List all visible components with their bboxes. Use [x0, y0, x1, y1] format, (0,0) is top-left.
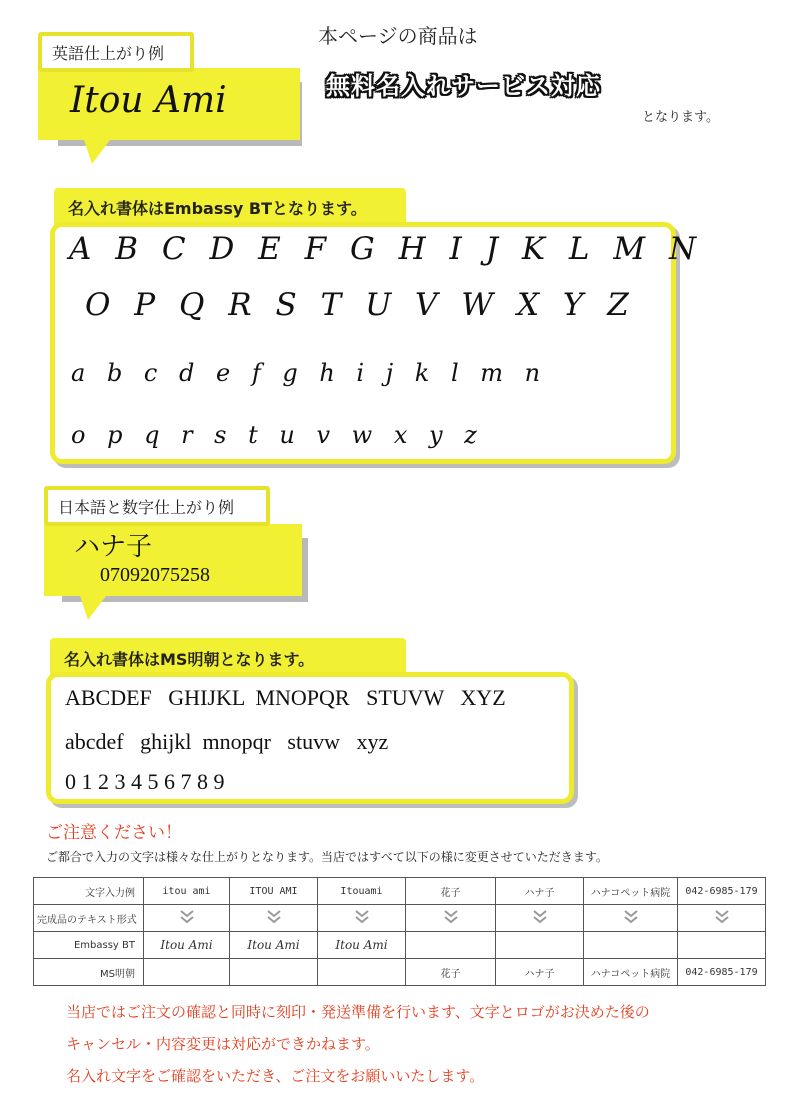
- table-cell: itou ami: [144, 878, 230, 905]
- table-cell: Itou Ami: [144, 932, 230, 959]
- conversion-table: [33, 877, 766, 986]
- table-row: [34, 959, 766, 986]
- header-line3: となります。: [642, 110, 719, 125]
- table-row: [34, 932, 766, 959]
- japanese-example-label: 日本語と数字仕上がり例: [44, 486, 270, 526]
- table-cell: Itou Ami: [230, 932, 318, 959]
- table-cell: [496, 932, 584, 959]
- table-cell: ハナ子: [496, 878, 584, 905]
- table-cell: [678, 932, 766, 959]
- chevron-down-icon: [318, 905, 406, 932]
- footer-line1: 当店ではご注文の確認と同時に刻印・発送準備を行います、文字とロゴがお決めた後の: [66, 1003, 650, 1021]
- table-cell: ITOU AMI: [230, 878, 318, 905]
- table-cell: [318, 959, 406, 986]
- free-engraving-service-title: 無料名入れサービス対応: [326, 72, 601, 100]
- chevron-down-icon: [230, 905, 318, 932]
- table-cell: ハナコペット病院: [584, 959, 678, 986]
- chevron-down-icon: [678, 905, 766, 932]
- notice-text: ご都合で入力の文字は様々な仕上がりとなります。当店ではすべて以下の様に変更させていただきます。: [46, 850, 608, 864]
- table-cell: Itou Ami: [318, 932, 406, 959]
- mincho-alphabet-panel: [46, 672, 574, 804]
- table-cell: Itouami: [318, 878, 406, 905]
- table-cell: 042-6985-179: [678, 959, 766, 986]
- table-cell: [584, 932, 678, 959]
- chevron-down-icon: [584, 905, 678, 932]
- row-label-embassy: Embassy BT: [34, 932, 144, 959]
- table-cell: [230, 959, 318, 986]
- row-label-input: 文字入力例: [34, 878, 144, 905]
- table-cell: ハナ子: [496, 959, 584, 986]
- table-row: [34, 878, 766, 905]
- mincho-font-tab: 名入れ書体はMS明朝となります。: [50, 638, 406, 678]
- mincho-row-uppercase: ABCDEF GHIJKL MNOPQR STUVW XYZ: [65, 685, 506, 710]
- row-label-mincho: MS明朝: [34, 959, 144, 986]
- footer-line2: キャンセル・内容変更は対応ができかねます。: [66, 1035, 380, 1053]
- notice-title: ご注意ください！: [46, 823, 182, 843]
- english-example-name: Itou Ami: [70, 80, 227, 121]
- mincho-row-digits: 0 1 2 3 4 5 6 7 8 9: [65, 769, 225, 794]
- embassy-row-uppercase-1: A B C D E F G H I J K L M N: [69, 231, 704, 267]
- mincho-row-lowercase: abcdef ghijkl mnopqr stuvw xyz: [65, 729, 389, 754]
- row-label-output: 完成品のテキスト形式: [34, 905, 144, 932]
- chevron-down-icon: [496, 905, 584, 932]
- chevron-down-icon: [144, 905, 230, 932]
- japanese-example-number: 07092075258: [100, 564, 210, 586]
- embassy-row-lowercase-1: a b c d e f g h i j k l m n: [71, 359, 548, 387]
- chevron-down-icon: [406, 905, 496, 932]
- table-row: [34, 905, 766, 932]
- header-line1: 本ページの商品は: [318, 24, 478, 48]
- table-cell: 042-6985-179: [678, 878, 766, 905]
- table-cell: [144, 959, 230, 986]
- japanese-example-name: ハナ子: [74, 532, 153, 561]
- table-cell: 花子: [406, 959, 496, 986]
- english-example-label: 英語仕上がり例: [38, 32, 194, 72]
- embassy-row-uppercase-2: O P Q R S T U V W X Y Z: [85, 287, 636, 323]
- embassy-alphabet-panel: [50, 222, 704, 464]
- table-cell: 花子: [406, 878, 496, 905]
- table-cell: ハナコペット病院: [584, 878, 678, 905]
- footer-line3: 名入れ文字をご確認をいただき、ご注文をお願いいたします。: [66, 1067, 485, 1085]
- table-cell: [406, 932, 496, 959]
- embassy-font-tab: 名入れ書体はEmbassy BTとなります。: [54, 188, 406, 226]
- embassy-row-lowercase-2: o p q r s t u v w x y z: [71, 421, 484, 449]
